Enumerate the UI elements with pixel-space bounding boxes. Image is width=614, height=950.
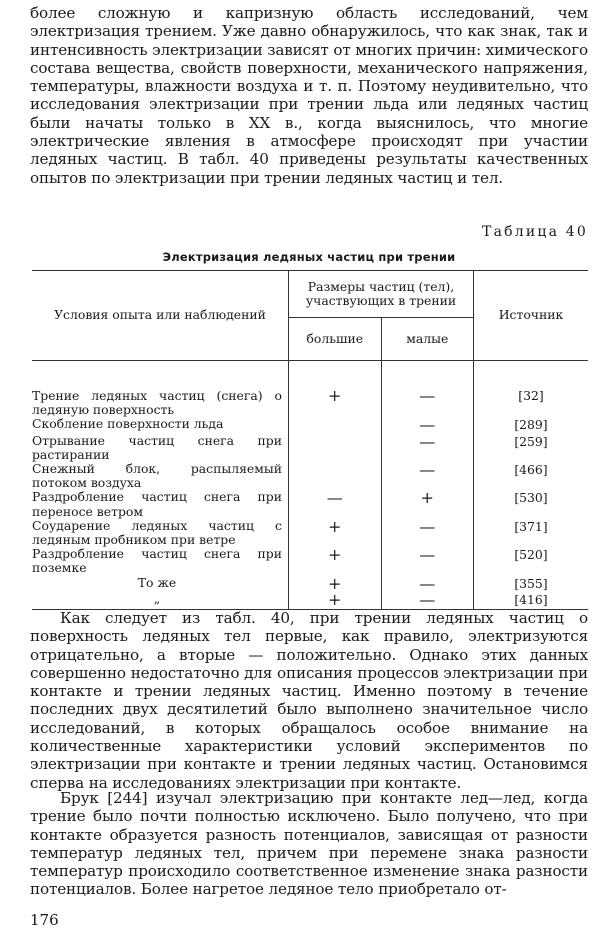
table-caption: Электризация ледяных частиц при трении xyxy=(162,250,456,264)
row-condition: Раздробление частиц снега при поземке xyxy=(32,547,289,575)
row-large: + xyxy=(289,576,382,592)
row-large xyxy=(289,434,382,462)
row-large: + xyxy=(289,361,382,418)
row-large xyxy=(289,417,382,433)
data-table xyxy=(32,270,588,610)
header-large: большие xyxy=(289,318,382,361)
row-condition: Скобление поверхности льда xyxy=(32,417,289,433)
header-small: малые xyxy=(381,318,474,361)
data-table-container xyxy=(32,270,588,610)
row-small: + xyxy=(381,490,474,518)
table-row xyxy=(32,519,588,547)
row-condition: Отрывание частиц снега при растирании xyxy=(32,434,289,462)
row-condition: Соударение ледяных частиц с ледяным пробником при ветре xyxy=(32,519,289,547)
row-large xyxy=(289,462,382,490)
paragraph-intro: более сложную и капризную область исследований, чем электризация трением. Уже давно обнаружилось, что как знак, так и интенсивность электризации зависят от многих причин: химического состава вещества, свойств поверхности, механического напряжения, температуры, влажности воздуха и т. п. Поэтому неудивительно, что исследования электризации при трении льда или ледяных частиц были начаты только в XX в., когда выяснилось, что многие электрические явления в атмосфере происходят при участии ледяных частиц. В табл. 40 приведены результаты качественных опытов по электризации при трении ледяных частиц и тел. xyxy=(30,4,589,187)
row-source: [355] xyxy=(514,575,548,591)
row-small: — xyxy=(381,361,474,418)
header-conditions: Условия опыта или наблюдений xyxy=(32,271,289,361)
table-row xyxy=(32,417,588,433)
row-small: — xyxy=(381,592,474,610)
row-large: + xyxy=(289,592,382,610)
row-source: [32] xyxy=(518,388,544,403)
paragraph-after-table-2: Брук [244] изучал электризацию при контакте лед—лед, когда трение было почти полностью исключено. Было получено, что при контакте образуется разность потенциалов, зависящая от разности температур ледяных тел, причем при перемене знака разности температур происходило соответственное изменение знака разности потенциалов. Более нагретое ледяное тело приобретало от- xyxy=(30,789,588,899)
row-small: — xyxy=(381,547,474,575)
header-sizes: Размеры частиц (тел), участвующих в трении xyxy=(289,271,474,318)
row-large: + xyxy=(289,547,382,575)
row-large: — xyxy=(289,490,382,518)
row-condition: Снежный блок, распыляемый потоком воздуха xyxy=(32,462,289,490)
table-label: Таблица 40 xyxy=(482,224,588,240)
row-source: [520] xyxy=(514,547,548,563)
row-source: [371] xyxy=(514,518,548,534)
table-row xyxy=(32,361,588,418)
row-small: — xyxy=(381,434,474,462)
row-small: — xyxy=(381,417,474,433)
row-small: — xyxy=(381,519,474,547)
row-source: [466] xyxy=(514,462,548,478)
table-row xyxy=(32,434,588,462)
paragraph-after-table-1: Как следует из табл. 40, при трении ледяных частиц о поверхность ледяных тел первые, как правило, электризуются отрицательно, а вторые — положительно. Однако этих данных совершенно недостаточно для описания процессов электризации при контакте и трении ледяных частиц. Именно поэтому в течение последних двух десятилетий было выполнено значительное число исследований, в которых обращалось особое внимание на количественные характеристики условий экспериментов по электризации при контакте и трении ледяных частиц. Остановимся сперва на исследованиях электризации при контакте. xyxy=(30,609,588,792)
row-condition: Трение ледяных частиц (снега) о ледяную поверхность xyxy=(32,361,289,418)
row-source: [530] xyxy=(514,490,548,506)
table-row xyxy=(32,490,588,518)
row-condition: Раздробление частиц снега при переносе ветром xyxy=(32,490,289,518)
header-source: Источник xyxy=(474,271,589,361)
row-small: — xyxy=(381,462,474,490)
row-source: [416] xyxy=(474,592,589,610)
table-row xyxy=(32,462,588,490)
row-source: [289] xyxy=(514,417,548,433)
row-source: [259] xyxy=(514,433,548,449)
row-condition: То же xyxy=(32,576,289,592)
table-row xyxy=(32,547,588,575)
page-number: 176 xyxy=(30,911,59,929)
table-row xyxy=(32,592,588,610)
row-large: + xyxy=(289,519,382,547)
row-small: — xyxy=(381,576,474,592)
row-condition: „ xyxy=(32,592,289,610)
table-row xyxy=(32,576,588,592)
